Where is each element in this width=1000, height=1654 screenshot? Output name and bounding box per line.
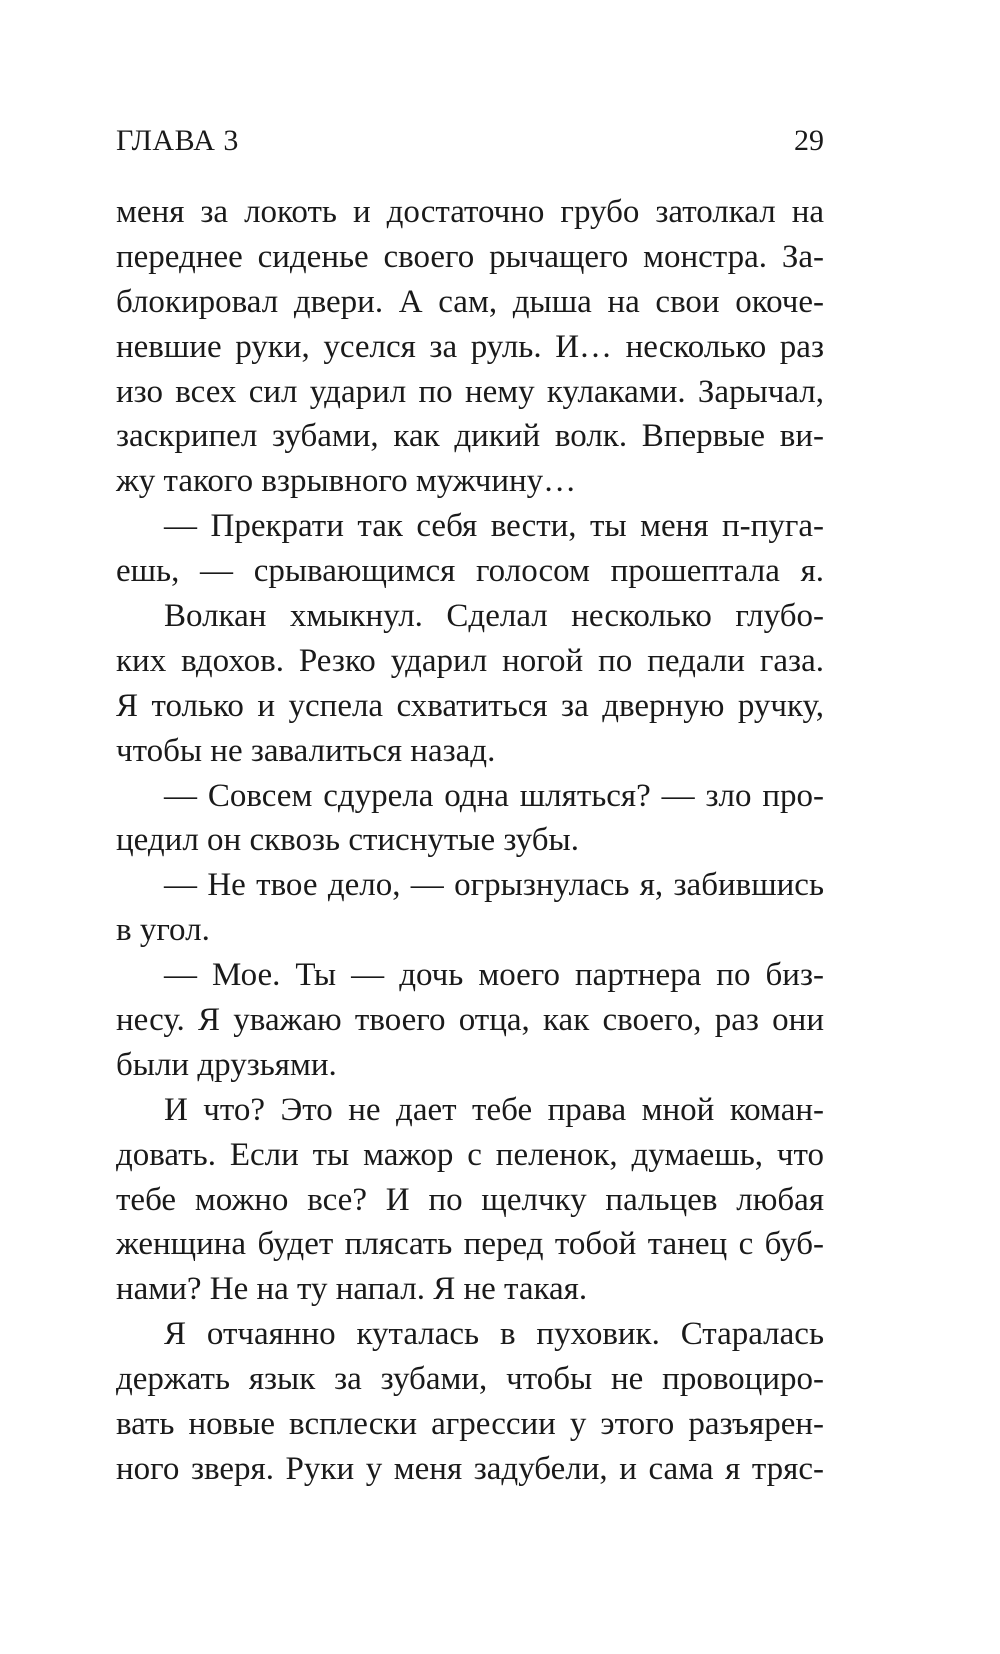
text-line: меня за локоть и достаточно грубо затолкал на (116, 194, 824, 230)
text-line: И что? Это не дает тебе права мной коман- (164, 1091, 824, 1128)
text-line: ких вдохов. Резко ударил ногой по педали газа. (116, 642, 824, 679)
running-head (116, 124, 824, 164)
text-line: тебе можно все? И по щелчку пальцев любая (116, 1181, 824, 1218)
text-line: были друзьями. (116, 1046, 337, 1083)
text-line: изо всех сил ударил по нему кулаками. Зарычал, (116, 373, 824, 410)
text-line: — Не твое дело, — огрызнулась я, забившись (164, 867, 824, 904)
text-line: держать язык за зубами, чтобы не провоциро- (116, 1361, 824, 1398)
text-line: ного зверя. Руки у меня задубели, и сама я тряс- (116, 1450, 824, 1487)
text-line: женщина будет плясать перед тобой танец с буб- (116, 1226, 824, 1263)
text-line: Я только и успела схватиться за дверную ручку, (116, 687, 824, 724)
chapter-label: ГЛАВА 3 (116, 124, 239, 157)
text-line: цедил он сквозь стиснутые зубы. (116, 822, 579, 859)
page-number: 29 (794, 124, 824, 157)
body-text (116, 190, 824, 1492)
text-line: довать. Если ты мажор с пеленок, думаешь, что (116, 1136, 824, 1173)
text-line: нами? Не на ту напал. Я не такая. (116, 1271, 588, 1308)
text-line: несу. Я уважаю твоего отца, как своего, раз они (116, 1002, 824, 1039)
text-line: — Мое. Ты — дочь моего партнера по биз- (164, 957, 824, 994)
text-line: заскрипел зубами, как дикий волк. Впервые ви- (116, 418, 824, 455)
text-line: ешь, — срывающимся голосом прошептала я. (116, 553, 824, 590)
text-line: Волкан хмыкнул. Сделал несколько глубо- (164, 598, 824, 635)
text-line: Я отчаянно куталась в пуховик. Старалась (164, 1316, 824, 1353)
text-line: — Прекрати так себя вести, ты меня п-пуга- (164, 508, 824, 545)
text-line: переднее сиденье своего рычащего монстра. За- (116, 238, 824, 275)
text-line: блокировал двери. А сам, дыша на свои окоче- (116, 283, 824, 320)
text-line: в угол. (116, 912, 210, 949)
text-line: чтобы не завалиться назад. (116, 732, 496, 769)
text-line: жу такого взрывного мужчину… (116, 463, 577, 500)
text-line: невшие руки, уселся за руль. И… несколько раз (116, 328, 824, 365)
text-line: — Совсем сдурела одна шляться? — зло про- (164, 777, 824, 814)
text-line: вать новые всплески агрессии у этого разъярен- (116, 1406, 824, 1443)
